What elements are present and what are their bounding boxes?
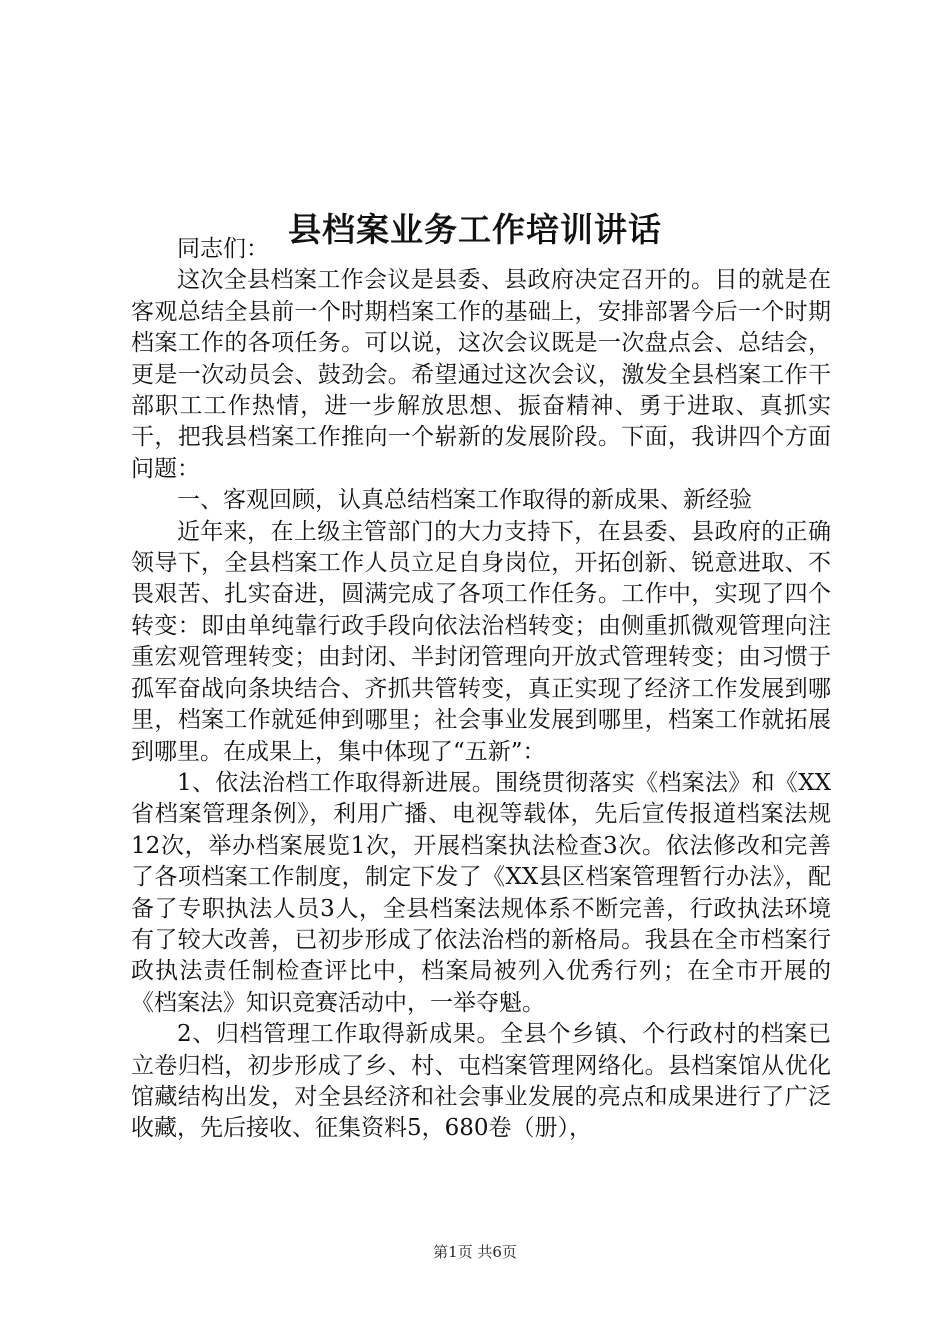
point-2-paragraph: 2、归档管理工作取得新成果。全县个乡镇、个行政村的档案已立卷归档，初步形成了乡、村、屯档案管理网络化。县档案馆从优化馆藏结构出发，对全县经济和社会事业发展的亮点和成果进行了广泛收藏，先后接收、征集资料5，680卷（册），: [131, 1021, 831, 1142]
section-heading: 一、客观回顾，认真总结档案工作取得的新成果、新经验: [177, 487, 752, 514]
point-1-paragraph: 1、依法治档工作取得新进展。围绕贯彻落实《档案法》和《XX省档案管理条例》，利用广播、电视等载体，先后宣传报道档案法规12次，举办档案展览1次，开展档案执法检查3次。依法修改和完善了各项档案工作制度，制定下发了《XX县区档案管理暂行办法》，配备了专职执法人员3人，全县档案法规体系不断完善，行政执法环境有了较大改善，已初步形成了依法治档的新格局。我县在全市档案行政执法责任制检查评比中，档案局被列入优秀行列；在全市开展的《档案法》知识竞赛活动中，一举夺魁。: [131, 769, 831, 1016]
intro-paragraph: 这次全县档案工作会议是县委、县政府决定召开的。目的就是在客观总结全县前一个时期档案工作的基础上，安排部署今后一个时期档案工作的各项任务。可以说，这次会议既是一次盘点会、总结会，更是一次动员会、鼓劲会。希望通过这次会议，激发全县档案工作干部职工工作热情，进一步解放思想、振奋精神、勇于进取、真抓实干，把我县档案工作推向一个崭新的发展阶段。下面，我讲四个方面问题：: [131, 267, 831, 482]
document-body: [131, 234, 831, 1145]
page-title: 县档案业务工作培训讲话: [288, 210, 662, 250]
overview-paragraph: 近年来，在上级主管部门的大力支持下，在县委、县政府的正确领导下，全县档案工作人员立足自身岗位，开拓创新、锐意进取、不畏艰苦、扎实奋进，圆满完成了各项工作任务。工作中，实现了四个转变：即由单纯靠行政手段向依法治档转变；由侧重抓微观管理向注重宏观管理转变；由封闭、半封闭管理向开放式管理转变；由习惯于孤军奋战向条块结合、齐抓共管转变，真正实现了经济工作发展到哪里，档案工作就延伸到哪里；社会事业发展到哪里，档案工作就拓展到哪里。在成果上，集中体现了“五新”：: [131, 518, 831, 765]
salutation-paragraph: 同志们：: [177, 236, 269, 262]
page-number-footer: 第1页 共6页: [433, 1243, 517, 1261]
